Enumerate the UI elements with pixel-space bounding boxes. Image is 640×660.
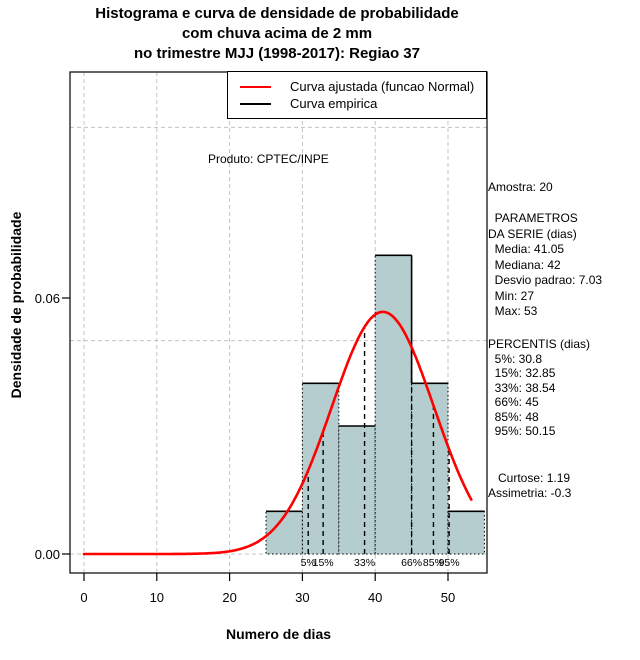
stats-line: PARAMETROS bbox=[488, 211, 578, 225]
percentile-label: 33% bbox=[354, 557, 376, 569]
x-tick-label: 30 bbox=[295, 590, 310, 605]
stats-line: Desvio padrao: 7.03 bbox=[488, 273, 603, 287]
histogram-bar bbox=[448, 511, 484, 554]
x-axis-title: Numero de dias bbox=[225, 626, 332, 642]
stats-line: 5%: 30.8 bbox=[488, 351, 543, 366]
chart-title-line-2: com chuva acima de 2 mm bbox=[181, 25, 373, 42]
stats-line: 66%: 45 bbox=[488, 395, 539, 409]
legend-label-empirical: Curva empirica bbox=[290, 96, 378, 111]
stats-line: 85%: 48 bbox=[488, 409, 539, 424]
stats-block-percentis bbox=[488, 337, 590, 439]
chart-title-line-1: Histograma e curva de densidade de probabilidade bbox=[95, 5, 459, 22]
percentile-label: 85% bbox=[422, 557, 444, 569]
legend-red-line-sample bbox=[240, 86, 271, 88]
percentile-label: 66% bbox=[401, 557, 423, 569]
legend-label-fitted: Curva ajustada (funcao Normal) bbox=[290, 79, 475, 94]
stats-line: Amostra: 20 bbox=[488, 180, 553, 194]
product-annotation: Produto: CPTEC/INPE bbox=[208, 152, 329, 166]
stats-block-serie bbox=[488, 180, 602, 320]
stats-line bbox=[488, 196, 602, 212]
stats-line: Min: 27 bbox=[488, 288, 535, 303]
stats-line: 95%: 50.15 bbox=[488, 424, 556, 438]
legend-black-line-sample bbox=[240, 103, 271, 105]
histogram-bar bbox=[339, 426, 375, 554]
stats-line: Curtose: 1.19 bbox=[488, 471, 571, 485]
x-tick-label: 40 bbox=[367, 590, 383, 605]
y-tick-label: 0.06 bbox=[34, 290, 60, 306]
stats-line: PERCENTIS (dias) bbox=[488, 337, 591, 351]
x-tick-label: 50 bbox=[440, 590, 456, 605]
legend-item-fitted-curve bbox=[240, 78, 486, 95]
stats-line: Mediana: 42 bbox=[488, 257, 561, 272]
stats-line: Max: 53 bbox=[488, 304, 538, 318]
legend-item-empirical-curve bbox=[240, 95, 486, 112]
y-tick-label: 0.00 bbox=[34, 547, 60, 562]
y-axis-title: Densidade de probabilidade bbox=[8, 211, 24, 399]
stats-line: 33%: 38.54 bbox=[488, 380, 556, 395]
percentile-label: 5% bbox=[300, 557, 316, 569]
x-tick-label: 0 bbox=[80, 590, 88, 605]
stats-block-momentos bbox=[488, 471, 571, 500]
histogram-bar bbox=[412, 383, 448, 554]
x-tick-label: 10 bbox=[149, 590, 165, 605]
chart-title-line-3: no trimestre MJJ (1998-2017): Regiao 37 bbox=[134, 45, 420, 62]
legend-box bbox=[227, 71, 487, 119]
stats-line: 15%: 32.85 bbox=[488, 366, 556, 380]
percentile-label: 15% bbox=[312, 557, 334, 569]
chart-title bbox=[60, 4, 494, 64]
stats-line: Media: 41.05 bbox=[488, 242, 565, 256]
stats-line: DA SERIE (dias) bbox=[488, 226, 577, 241]
histogram-bar bbox=[375, 255, 411, 554]
stats-line: Assimetria: -0.3 bbox=[488, 485, 572, 500]
x-tick-label: 20 bbox=[222, 590, 237, 605]
percentile-label: 95% bbox=[438, 557, 460, 569]
